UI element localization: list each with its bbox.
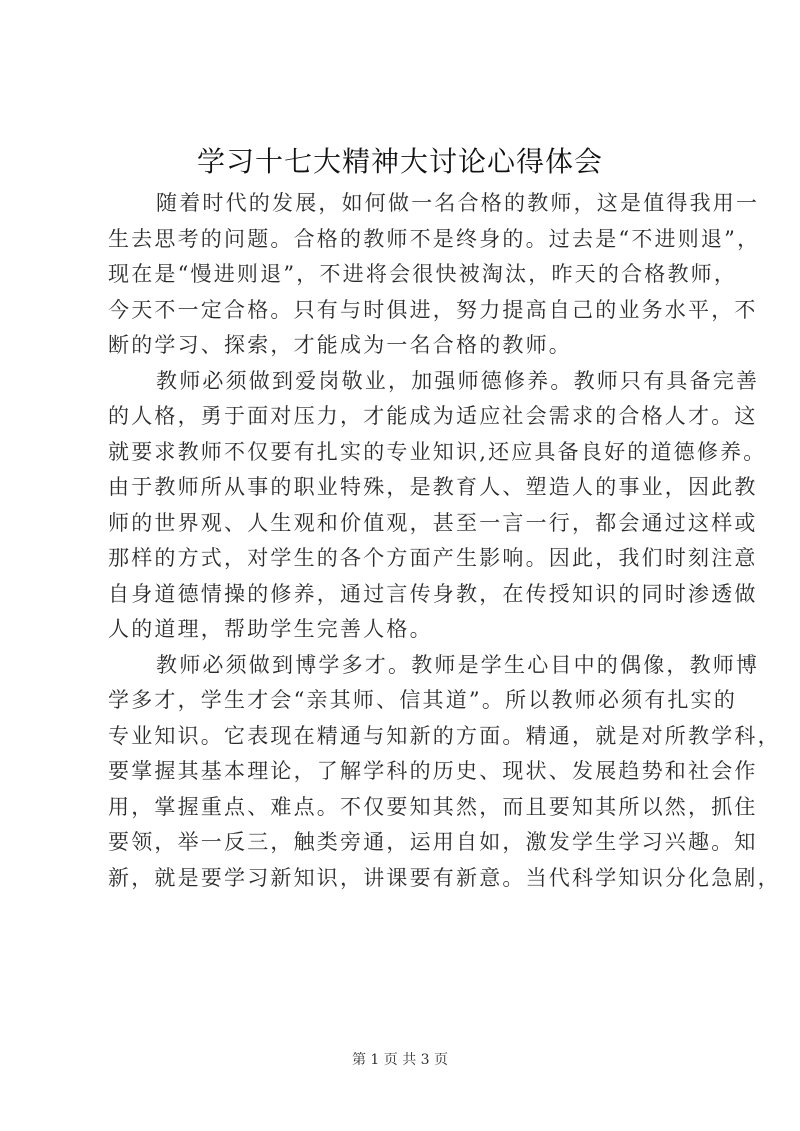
text-line: 教师必须做到博学多才。教师是学生心目中的偶像，教师博	[156, 652, 760, 677]
text-line: 用，掌握重点、难点。不仅要知其然，而且要知其所以然，抓住	[108, 794, 758, 819]
text-line: 自身道德情操的修养，通过言传身教，在传授知识的同时渗透做	[108, 581, 758, 606]
text-line: 专业知识。它表现在精通与知新的方面。精通，就是对所教学科，	[108, 723, 781, 748]
text-line: 教师必须做到爱岗敬业，加强师德修养。教师只有具备完善	[156, 368, 760, 393]
text-line: 今天不一定合格。只有与时俱进，努力提高自己的业务水平，不	[108, 297, 758, 322]
text-line: 学多才，学生才会“亲其师、信其道”。所以教师必须有扎实的	[108, 688, 738, 712]
paragraph	[108, 186, 761, 364]
paragraph	[108, 648, 781, 897]
text-line: 要掌握其基本理论，了解学科的历史、现状、发展趋势和社会作	[108, 759, 758, 783]
page-footer: 第 1 页 共 3 页	[351, 1052, 449, 1068]
text-line: 人的道理，帮助学生完善人格。	[108, 617, 433, 641]
text-line: 那样的方式，对学生的各个方面产生影响。因此，我们时刻注意	[108, 546, 758, 570]
text-line: 由于教师所从事的职业特殊，是教育人、塑造人的事业，因此教	[108, 475, 758, 499]
text-line: 生去思考的问题。合格的教师不是终身的。过去是“不进则退”，	[108, 226, 761, 251]
document-title: 学习十七大精神大讨论心得体会	[196, 145, 603, 178]
text-line: 师的世界观、人生观和价值观，甚至一言一行，都会通过这样或	[108, 510, 758, 535]
document-body	[108, 186, 781, 896]
text-line: 新，就是要学习新知识，讲课要有新意。当代科学知识分化急剧，	[108, 865, 781, 890]
text-line: 要领，举一反三，触类旁通，运用自如，激发学生学习兴趣。知	[108, 830, 758, 854]
text-line: 随着时代的发展，如何做一名合格的教师，这是值得我用一	[156, 191, 760, 215]
text-line: 的人格，勇于面对压力，才能成为适应社会需求的合格人才。这	[108, 404, 758, 428]
text-line: 断的学习、探索，才能成为一名合格的教师。	[108, 333, 572, 357]
paragraph	[108, 364, 767, 648]
text-line: 就要求教师不仅要有扎实的专业知识,还应具备良好的道德修养。	[108, 439, 767, 464]
text-line: 现在是“慢进则退”，不进将会很快被淘汰，昨天的合格教师，	[108, 262, 738, 286]
